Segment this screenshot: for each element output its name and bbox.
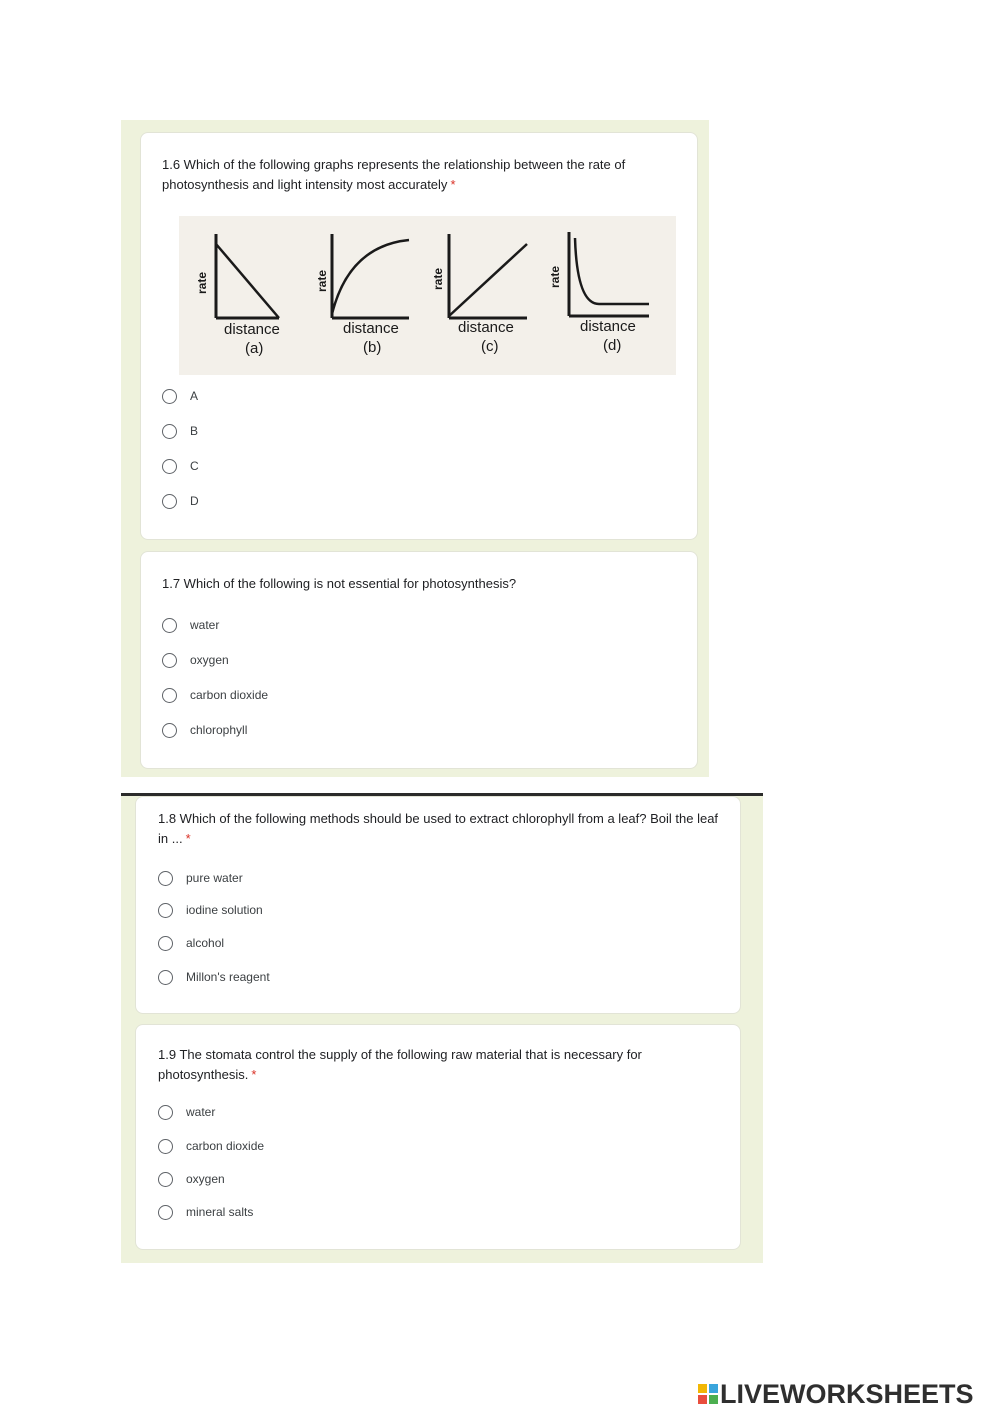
graph-c-id: (c) bbox=[481, 338, 499, 355]
option-label: iodine solution bbox=[186, 903, 263, 917]
required-mark: * bbox=[251, 1067, 257, 1082]
option-label: Millon's reagent bbox=[186, 970, 270, 984]
option-label: carbon dioxide bbox=[186, 1139, 265, 1153]
radio-button[interactable] bbox=[158, 903, 173, 918]
radio-button[interactable] bbox=[162, 424, 177, 439]
option-label: mineral salts bbox=[186, 1205, 254, 1219]
option-radio[interactable] bbox=[162, 649, 229, 671]
radio-button[interactable] bbox=[162, 688, 177, 703]
option-label: C bbox=[190, 459, 199, 473]
option-radio[interactable] bbox=[162, 719, 247, 741]
radio-button[interactable] bbox=[162, 459, 177, 474]
option-label: D bbox=[190, 494, 199, 508]
question-title-1-6: 1.6 Which of the following graphs represents the relationship between the rate of photosynthesis and light intensity most accurately * bbox=[162, 157, 626, 192]
option-radio[interactable] bbox=[162, 420, 198, 442]
required-mark: * bbox=[185, 831, 191, 846]
radio-button[interactable] bbox=[162, 389, 177, 404]
radio-button[interactable] bbox=[158, 1139, 173, 1154]
graph-a-ylabel: rate bbox=[195, 271, 209, 294]
graph-c bbox=[431, 234, 527, 355]
option-label: B bbox=[190, 424, 199, 438]
option-label: oxygen bbox=[186, 1172, 225, 1186]
liveworksheets-logo-icon bbox=[698, 1384, 718, 1404]
option-label: alcohol bbox=[186, 936, 225, 950]
option-radio[interactable] bbox=[158, 1201, 253, 1223]
graph-a-id: (a) bbox=[245, 340, 264, 357]
option-label: carbon dioxide bbox=[190, 688, 269, 702]
option-radio[interactable] bbox=[162, 684, 268, 706]
option-label: A bbox=[190, 389, 199, 403]
option-radio[interactable] bbox=[162, 614, 219, 636]
question-title-1-8: 1.8 Which of the following methods should be used to extract chlorophyll from a leaf? Boil the leaf in ... * bbox=[158, 811, 719, 846]
graphs-image bbox=[179, 216, 676, 375]
option-radio[interactable] bbox=[162, 385, 198, 407]
graph-a-xlabel: distance bbox=[224, 321, 280, 338]
graph-b-ylabel: rate bbox=[315, 269, 329, 292]
radio-button[interactable] bbox=[162, 494, 177, 509]
question-title-1-9: 1.9 The stomata control the supply of the following raw material that is necessary for photosynthesis. * bbox=[158, 1047, 642, 1082]
option-radio[interactable] bbox=[158, 1101, 215, 1123]
option-radio[interactable] bbox=[158, 1168, 225, 1190]
radio-button[interactable] bbox=[158, 1172, 173, 1187]
liveworksheets-logo[interactable] bbox=[698, 1378, 974, 1410]
radio-button[interactable] bbox=[162, 653, 177, 668]
question-title-1-7: 1.7 Which of the following is not essential for photosynthesis? bbox=[162, 576, 517, 591]
radio-button[interactable] bbox=[162, 618, 177, 633]
option-radio[interactable] bbox=[158, 1135, 264, 1157]
option-radio[interactable] bbox=[158, 932, 224, 954]
graph-c-xlabel: distance bbox=[458, 319, 514, 336]
radio-button[interactable] bbox=[158, 871, 173, 886]
option-radio[interactable] bbox=[158, 867, 243, 889]
radio-button[interactable] bbox=[158, 1105, 173, 1120]
radio-button[interactable] bbox=[162, 723, 177, 738]
graph-d-ylabel: rate bbox=[548, 265, 562, 288]
option-radio[interactable] bbox=[162, 490, 199, 512]
option-label: water bbox=[190, 618, 220, 632]
graph-a bbox=[195, 234, 280, 357]
option-radio[interactable] bbox=[158, 899, 263, 921]
option-radio[interactable] bbox=[162, 455, 199, 477]
graph-d-xlabel: distance bbox=[580, 318, 636, 335]
graph-d-id: (d) bbox=[603, 337, 622, 354]
graph-b-xlabel: distance bbox=[343, 320, 399, 337]
graph-b-id: (b) bbox=[363, 339, 382, 356]
graph-b bbox=[315, 234, 409, 356]
option-label: water bbox=[186, 1105, 216, 1119]
graph-c-ylabel: rate bbox=[431, 267, 445, 290]
option-radio[interactable] bbox=[158, 966, 270, 988]
required-mark: * bbox=[450, 177, 456, 192]
option-label: chlorophyll bbox=[190, 723, 248, 737]
option-label: pure water bbox=[186, 871, 243, 885]
radio-button[interactable] bbox=[158, 1205, 173, 1220]
logo-text: LIVEWORKSHEETS bbox=[720, 1378, 974, 1409]
graph-d bbox=[548, 232, 649, 354]
option-label: oxygen bbox=[190, 653, 229, 667]
radio-button[interactable] bbox=[158, 970, 173, 985]
radio-button[interactable] bbox=[158, 936, 173, 951]
